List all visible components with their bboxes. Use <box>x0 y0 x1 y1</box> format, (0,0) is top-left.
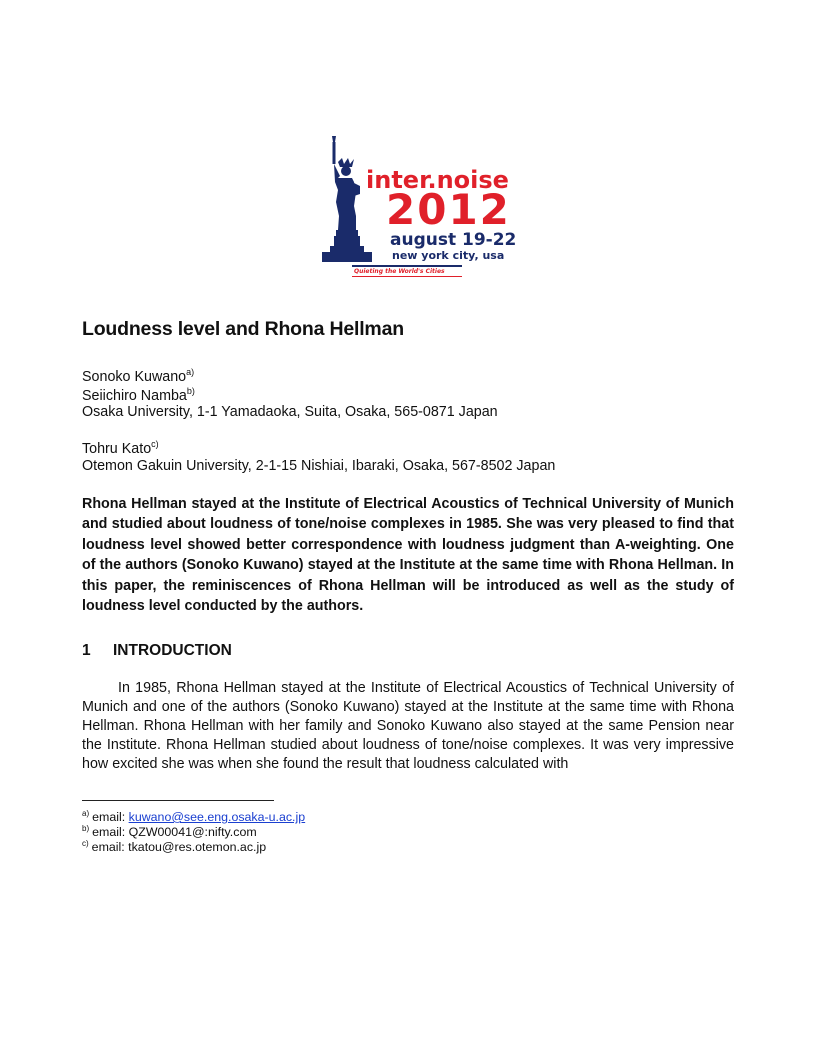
author-mark: b) <box>186 386 195 396</box>
section-number: 1 <box>82 642 91 659</box>
section-heading <box>82 642 232 660</box>
author-name: Seiichiro Namba <box>82 388 187 404</box>
section-title: INTRODUCTION <box>113 642 232 659</box>
paper-title: Loudness level and Rhona Hellman <box>82 318 404 340</box>
footnote-email: tkatou@res.otemon.ac.jp <box>128 840 267 854</box>
affiliation-2: Otemon Gakuin University, 2-1-15 Nishiai, Ibaraki, Osaka, 567-8502 Japan <box>82 458 556 474</box>
logo-location: new york city, usa <box>392 249 505 262</box>
footnote-c <box>82 839 266 854</box>
footnote-mark: a) <box>82 809 90 818</box>
author-2 <box>82 386 195 404</box>
footnote-label: email: <box>92 825 129 839</box>
logo-dates: august 19-22 <box>390 230 517 250</box>
author-1 <box>82 367 194 385</box>
footnote-a <box>82 809 305 824</box>
affiliation-1: Osaka University, 1-1 Yamadaoka, Suita, Osaka, 565-0871 Japan <box>82 404 498 420</box>
logo-year: 2012 <box>386 185 511 234</box>
footnote-email: QZW00041@:nifty.com <box>128 825 257 839</box>
footnote-b <box>82 824 257 839</box>
conference-logo <box>322 134 517 280</box>
statue-of-liberty-icon <box>322 134 392 266</box>
logo-underline <box>352 276 462 277</box>
introduction-paragraph: In 1985, Rhona Hellman stayed at the Institute of Electrical Acoustics of Technical University of Munich and one of the authors (Sonoko Kuwano) stayed at the Institute at the same time with Rhona Hellman. Rhona Hellman with her family and Sonoko Kuwano also stayed at the same Pension near the Institute. Rhona Hellman studied about loudness of tone/noise complexes. It was very impressive how excited she was when she found the result that loudness calculated with <box>82 680 734 773</box>
logo-divider <box>352 265 462 267</box>
abstract: Rhona Hellman stayed at the Institute of Electrical Acoustics of Technical University of Munich and studied about loudness of tone/noise complexes in 1985. She was very pleased to find that loudness level showed better correspondence with loudness judgment than A-weighting. One of the authors (Sonoko Kuwano) stayed at the Institute at the same time with Rhona Hellman. In this paper, the reminiscences of Rhona Hellman will be introduced as well as the study of loudness level conducted by the authors. <box>82 496 734 615</box>
footnote-divider <box>82 800 274 801</box>
author-name: Tohru Kato <box>82 441 152 457</box>
author-mark: a) <box>186 367 195 377</box>
author-3 <box>82 439 159 457</box>
email-link-kuwano[interactable]: kuwano@see.eng.osaka-u.ac.jp <box>128 810 306 824</box>
logo-tagline: Quieting the World's Cities <box>354 268 445 275</box>
footnote-mark: b) <box>82 824 90 833</box>
footnote-label: email: <box>91 840 129 854</box>
footnote-label: email: <box>92 810 129 824</box>
logo-title: inter.noise <box>366 166 509 194</box>
author-name: Sonoko Kuwano <box>82 369 187 385</box>
footnote-mark: c) <box>82 839 89 848</box>
author-mark: c) <box>151 439 159 449</box>
